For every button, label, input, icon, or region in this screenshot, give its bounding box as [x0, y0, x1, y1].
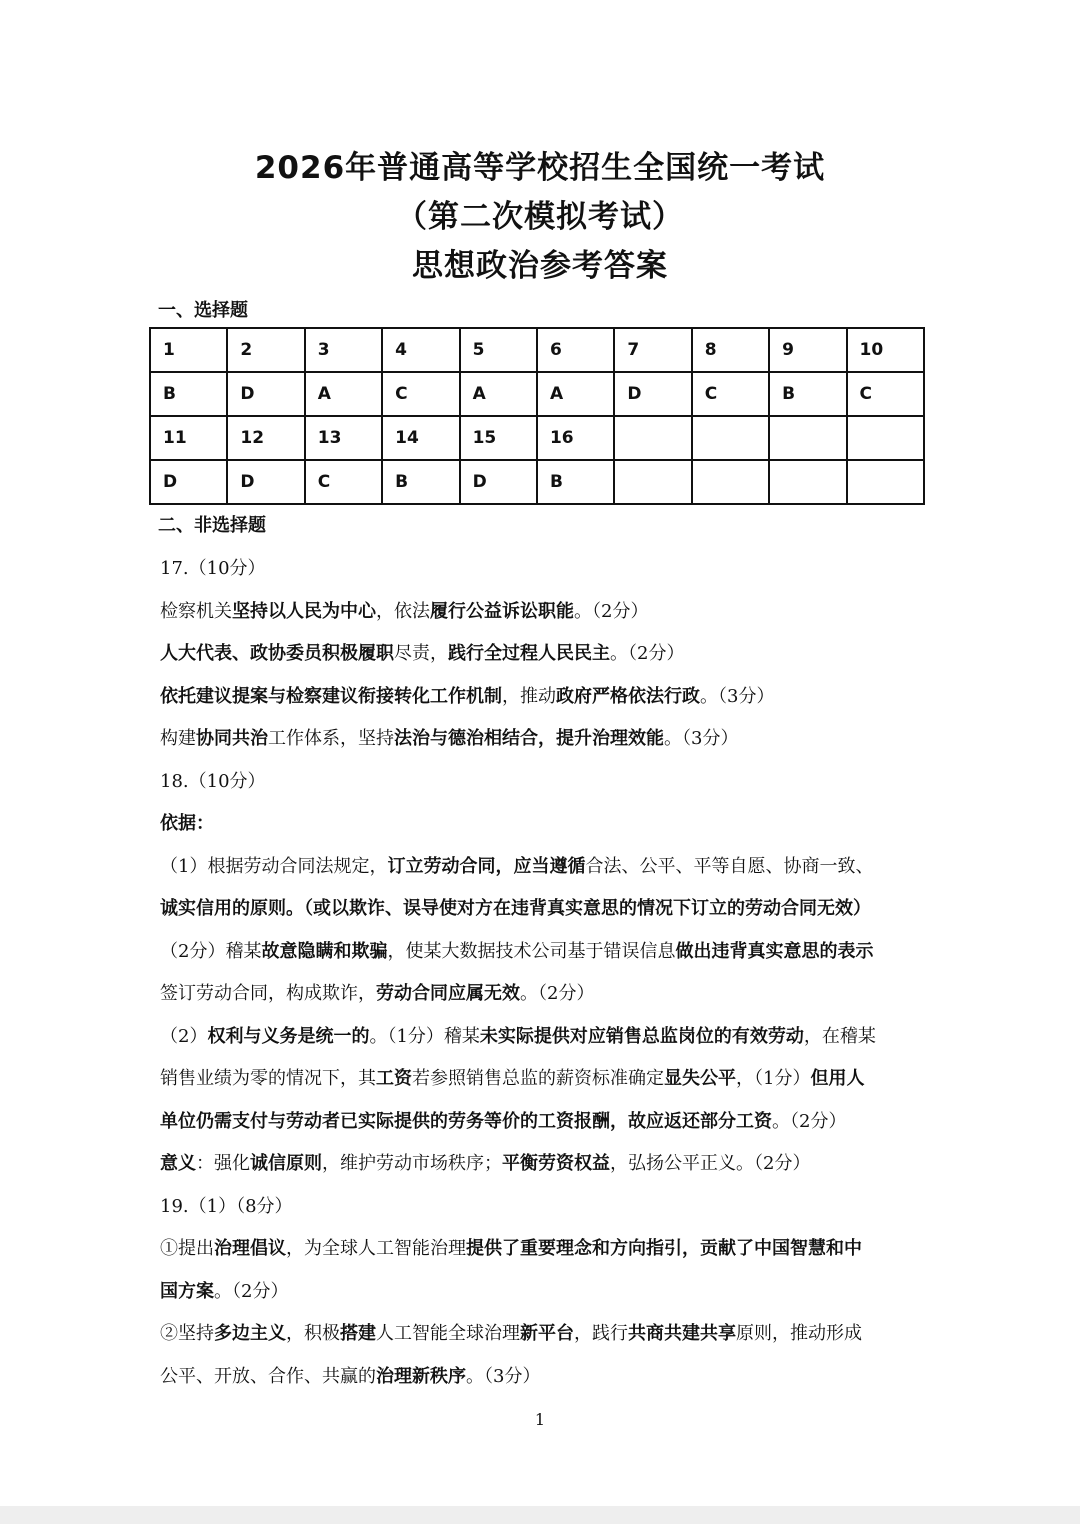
key-phrase: 法治与德治相结合，提升治理效能 — [394, 728, 664, 749]
question-number-cell — [769, 416, 846, 460]
exam-subtitle: （第二次模拟考试） — [396, 199, 684, 235]
answer-line — [160, 548, 920, 591]
answer-cell: A — [537, 372, 614, 416]
text-run: 销售业绩为零的情况下，其 — [160, 1068, 376, 1089]
text-run: 工作体系，坚持 — [268, 728, 394, 749]
key-phrase: 国方案 — [160, 1280, 214, 1302]
key-phrase: 劳动合同应属无效 — [376, 983, 520, 1004]
text-run: 检察机关 — [160, 600, 232, 622]
answer-cell: C — [847, 372, 924, 416]
answer-line — [160, 973, 920, 1016]
text-run: 。（2分） — [520, 983, 595, 1004]
key-phrase: 意义 — [160, 1153, 196, 1174]
answer-line — [160, 718, 920, 761]
question-number-cell: 2 — [227, 328, 304, 372]
text-run: ，为全球人工智能治理 — [286, 1238, 466, 1259]
text-run: （2） — [160, 1025, 208, 1047]
answer-line — [160, 846, 920, 889]
question-number-row — [150, 416, 924, 460]
text-run: ，践行 — [574, 1323, 628, 1344]
answer-cell: A — [460, 372, 537, 416]
question-number-cell — [692, 416, 769, 460]
key-phrase: 诚信原则 — [250, 1153, 322, 1174]
answer-line — [160, 676, 920, 719]
key-phrase: 单位仍需支付与劳动者已实际提供的劳务等价的工资报酬，故应返还部分工资 — [160, 1110, 772, 1132]
key-phrase: 人大代表、政协委员积极履职 — [160, 643, 394, 664]
question-number-cell: 3 — [305, 328, 382, 372]
question-number-cell: 14 — [382, 416, 459, 460]
answer-line — [160, 1058, 920, 1101]
answer-table — [149, 327, 925, 505]
key-phrase: 践行全过程人民民主 — [448, 643, 610, 664]
answer-cell: C — [305, 460, 382, 504]
key-phrase: 未实际提供对应销售总监岗位的有效劳动 — [479, 1025, 804, 1047]
text-run: 。（3分） — [466, 1365, 541, 1387]
text-run: ：强化 — [196, 1153, 250, 1174]
answer-line — [160, 931, 920, 974]
text-run: ②坚持 — [160, 1323, 214, 1344]
answer-cell: C — [382, 372, 459, 416]
question-number-cell: 5 — [460, 328, 537, 372]
answer-cell — [614, 460, 691, 504]
answer-line — [160, 591, 920, 634]
text-run: 公平、开放、合作、共赢的 — [160, 1365, 376, 1387]
text-run: 。（2分） — [214, 1280, 289, 1302]
key-phrase: 坚持以人民为中心 — [232, 600, 376, 622]
key-phrase: 工资 — [376, 1068, 412, 1089]
exam-title: 2026年普通高等学校招生全国统一考试 — [254, 150, 826, 186]
answer-cell: B — [537, 460, 614, 504]
text-run: 。（2分） — [772, 1110, 847, 1132]
answer-cell — [847, 460, 924, 504]
key-phrase: 但用人 — [810, 1068, 865, 1089]
question-number-cell: 6 — [537, 328, 614, 372]
key-phrase: 依据： — [160, 813, 214, 834]
question-number-cell: 4 — [382, 328, 459, 372]
key-phrase: 权利与义务是统一的 — [207, 1025, 370, 1047]
text-run: 。（1分）稽某 — [369, 1025, 480, 1047]
answer-line — [160, 633, 920, 676]
answer-cell: D — [150, 460, 227, 504]
text-run: 。（2分） — [610, 643, 685, 664]
text-run: ，弘扬公平正义。（2分） — [610, 1153, 811, 1174]
answer-cell: D — [460, 460, 537, 504]
text-run: 17.（10分） — [160, 558, 266, 579]
text-run: ，（1分） — [736, 1068, 811, 1089]
text-run: 人工智能全球治理 — [376, 1323, 520, 1344]
text-run: （2分）稽某 — [160, 940, 262, 962]
key-phrase: 故意隐瞒和欺骗 — [261, 940, 388, 962]
answer-line — [160, 1143, 920, 1186]
answer-content — [160, 548, 920, 1398]
text-run: ①提出 — [160, 1238, 214, 1259]
answer-line — [160, 761, 920, 804]
scan-edge — [0, 1506, 1080, 1524]
answer-cell: B — [769, 372, 846, 416]
key-phrase: 平衡劳资权益 — [502, 1153, 610, 1174]
question-number-row — [150, 328, 924, 372]
answer-cell: D — [227, 460, 304, 504]
answer-line — [160, 1186, 920, 1229]
question-number-cell: 11 — [150, 416, 227, 460]
text-run: ，依法 — [376, 600, 430, 622]
question-number-cell: 7 — [614, 328, 691, 372]
text-run: 18.（10分） — [160, 770, 266, 792]
question-number-cell — [614, 416, 691, 460]
question-number-cell: 13 — [305, 416, 382, 460]
text-run: ，维护劳动市场秩序； — [322, 1153, 502, 1174]
text-run: 合法、公平、平等自愿、协商一致、 — [585, 855, 874, 877]
answer-row — [150, 460, 924, 504]
key-phrase: 做出违背真实意思的表示 — [675, 940, 874, 962]
question-number-cell: 9 — [769, 328, 846, 372]
text-run: 。（2分） — [574, 600, 649, 622]
key-phrase: 搭建 — [340, 1323, 376, 1344]
question-number-cell: 16 — [537, 416, 614, 460]
text-run: 19.（1）（8分） — [160, 1195, 293, 1217]
answer-cell: C — [692, 372, 769, 416]
answer-cell: B — [150, 372, 227, 416]
key-phrase: 诚实信用的原则。（或以欺诈、误导使对方在违背真实意思的情况下订立的劳动合同无效） — [160, 898, 871, 919]
answer-line — [160, 1271, 920, 1314]
answer-cell — [769, 460, 846, 504]
answer-cell: D — [614, 372, 691, 416]
key-phrase: 履行公益诉讼职能 — [430, 600, 574, 622]
key-phrase: 新平台 — [520, 1323, 574, 1344]
question-number-cell: 12 — [227, 416, 304, 460]
question-number-cell: 15 — [460, 416, 537, 460]
answer-row — [150, 372, 924, 416]
answer-line — [160, 1016, 920, 1059]
key-phrase: 治理倡议 — [214, 1238, 286, 1259]
question-number-cell — [847, 416, 924, 460]
answer-line — [160, 1101, 920, 1144]
question-number-cell: 1 — [150, 328, 227, 372]
key-phrase: 提供了重要理念和方向指引，贡献了中国智慧和中 — [466, 1238, 862, 1259]
answer-cell: D — [227, 372, 304, 416]
key-phrase: 多边主义 — [214, 1323, 286, 1344]
key-phrase: 治理新秩序 — [376, 1365, 466, 1387]
key-phrase: 订立劳动合同，应当遵循 — [387, 855, 586, 877]
key-phrase: 共商共建共享 — [628, 1323, 736, 1344]
text-run: （1）根据劳动合同法规定， — [160, 855, 388, 877]
text-run: 。（3分） — [700, 685, 775, 707]
text-run: ，推动 — [502, 685, 556, 707]
answer-line — [160, 1228, 920, 1271]
text-run: 签订劳动合同，构成欺诈， — [160, 983, 376, 1004]
question-number-cell: 8 — [692, 328, 769, 372]
text-run: 构建 — [160, 728, 196, 749]
text-run: 原则，推动形成 — [736, 1323, 862, 1344]
key-phrase: 协同共治 — [196, 728, 268, 749]
answer-key-title: 思想政治参考答案 — [412, 248, 668, 284]
answer-cell — [692, 460, 769, 504]
section-non-choice: 二、非选择题 — [158, 515, 266, 536]
question-number-cell: 10 — [847, 328, 924, 372]
text-run: ，使某大数据技术公司基于错误信息 — [387, 940, 676, 962]
text-run: 尽责， — [394, 643, 448, 664]
key-phrase: 依托建议提案与检察建议衔接转化工作机制 — [160, 685, 502, 707]
key-phrase: 政府严格依法行政 — [556, 685, 700, 707]
page-number: 1 — [534, 1410, 546, 1429]
text-run: ，在稽某 — [803, 1025, 876, 1047]
answer-line — [160, 803, 920, 846]
key-phrase: 显失公平 — [664, 1068, 736, 1089]
text-run: ，积极 — [286, 1323, 340, 1344]
answer-cell: B — [382, 460, 459, 504]
answer-cell: A — [305, 372, 382, 416]
text-run: 若参照销售总监的薪资标准确定 — [412, 1068, 664, 1089]
section-multiple-choice: 一、选择题 — [158, 300, 248, 321]
answer-line — [160, 888, 920, 931]
answer-line — [160, 1356, 920, 1399]
answer-line — [160, 1313, 920, 1356]
text-run: 。（3分） — [664, 728, 739, 749]
